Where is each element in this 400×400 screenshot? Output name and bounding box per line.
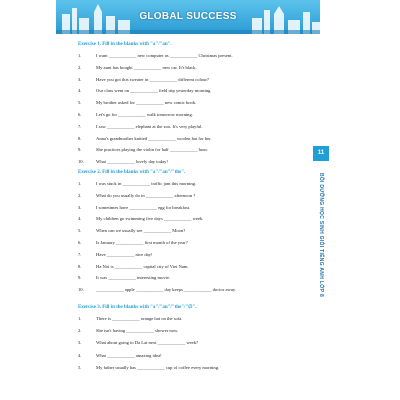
item-text: What ____________ amazing idea! [96, 352, 162, 358]
item-number: 4. [78, 216, 82, 222]
list-item [78, 272, 308, 284]
item-text: I sometimes have ____________ egg for breakfast. [96, 204, 191, 210]
item-number: 6. [78, 239, 82, 245]
item-text: Ha Noi is ____________ capital city of Viet Nam. [96, 263, 189, 269]
item-text: What about going to Da Lat next ____________ week? [96, 340, 199, 346]
exercise-3 [78, 303, 308, 374]
item-number: 9. [78, 275, 82, 281]
list-item [78, 50, 308, 62]
item-text: It was ____________ interesting movie. [96, 275, 171, 281]
item-text: ____________ apple ____________ day keeps ____________ doctor away. [96, 287, 237, 293]
list-item [78, 225, 308, 237]
exercise-2 [78, 168, 308, 296]
list-item [78, 121, 308, 133]
list-item [78, 325, 308, 337]
item-number: 7. [78, 251, 82, 257]
header-banner [56, 0, 320, 34]
item-text: What do you usually do in ____________ afternoon ? [96, 192, 196, 198]
item-text: I want ____________ new computer as ____________ Christmas present. [96, 53, 233, 58]
list-item [78, 249, 308, 261]
item-number: 5. [78, 228, 82, 234]
list-item [78, 313, 308, 325]
item-text: My brother asked for ____________ new comic book. [96, 100, 197, 106]
vertical-book-title [306, 165, 336, 305]
item-number: 9. [78, 147, 82, 153]
item-number: 8. [78, 263, 82, 269]
item-number: 2. [78, 192, 82, 198]
item-text: There is ____________ orange hat on the sofa. [96, 316, 183, 321]
page-number-tab: 11 [313, 146, 329, 161]
item-text: I saw ____________ elephant at the zoo. It's very playful. [96, 123, 203, 129]
list-item [78, 213, 308, 225]
list-item [78, 156, 308, 168]
item-text: I was stuck in ____________ traffic jam this morning. [96, 181, 197, 186]
item-text: Anna's grandmother knitted ____________ woolen hat for her. [96, 135, 212, 141]
list-item [78, 85, 308, 97]
exercise-title: Exercise 1. Fill in the blanks with "a"/"an". [78, 42, 172, 47]
item-text: Our class went on ____________ field trip yesterday morning. [96, 88, 212, 94]
banner-title: GLOBAL SUCCESS [139, 11, 237, 22]
item-text: Have ____________ nice day! [96, 251, 153, 257]
item-text: Let's go for ____________ walk tomorrow morning. [96, 111, 193, 117]
item-number: 10. [78, 287, 84, 293]
list-item [78, 144, 308, 156]
exercise-title: Exercise 3. Fill in the blanks with "a"/"an"/"the"/"∅". [78, 305, 197, 310]
item-number: 5. [78, 364, 82, 370]
item-number: 6. [78, 111, 82, 117]
item-number: 8. [78, 135, 82, 141]
list-item [78, 261, 308, 273]
item-number: 2. [78, 64, 82, 70]
list-item [78, 190, 308, 202]
list-item [78, 74, 308, 86]
list-item [78, 362, 308, 374]
list-item [78, 237, 308, 249]
exercise-title: Exercise 2. Fill in the blanks with "a"/"an"/"the". [78, 170, 186, 175]
item-text: My father usually has ____________ cup of coffee every morning. [96, 364, 220, 370]
list-item [78, 133, 308, 145]
item-text: What ____________ lovely day today! [96, 159, 168, 165]
item-number: 4. [78, 88, 82, 94]
item-number: 10. [78, 159, 84, 165]
item-number: 3. [78, 76, 82, 82]
list-item [78, 202, 308, 214]
item-number: 5. [78, 100, 82, 106]
item-number: 3. [78, 340, 82, 346]
item-text: Have you got this sweater in ____________ different colour? [96, 76, 209, 82]
item-number: 1. [78, 53, 82, 58]
list-item [78, 97, 308, 109]
item-text: When can we usually see ____________ Moon? [96, 228, 186, 234]
item-text: She isn't having ____________ shower now. [96, 328, 179, 334]
list-item [78, 109, 308, 121]
list-item [78, 62, 308, 74]
list-item [78, 284, 308, 296]
item-number: 2. [78, 328, 82, 334]
item-text: My aunt has bought ____________ new car. It's black. [96, 64, 197, 70]
list-item [78, 178, 308, 190]
item-number: 1. [78, 316, 82, 321]
item-number: 7. [78, 123, 82, 129]
list-item [78, 350, 308, 362]
item-text: My children go swimming five days ____________ week. [96, 216, 204, 222]
item-text: She practices playing the violin for half ____________ hour. [96, 147, 208, 153]
item-number: 3. [78, 204, 82, 210]
item-number: 1. [78, 181, 82, 186]
item-text: Is January ____________ first month of the year? [96, 239, 188, 245]
list-item [78, 337, 308, 349]
exercise-1 [78, 40, 308, 168]
item-number: 4. [78, 352, 82, 358]
vertical-book-title-text: BỒI DƯỠNG HỌC SINH GIỎI TIẾNG ANH LỚP 8 [318, 172, 324, 298]
